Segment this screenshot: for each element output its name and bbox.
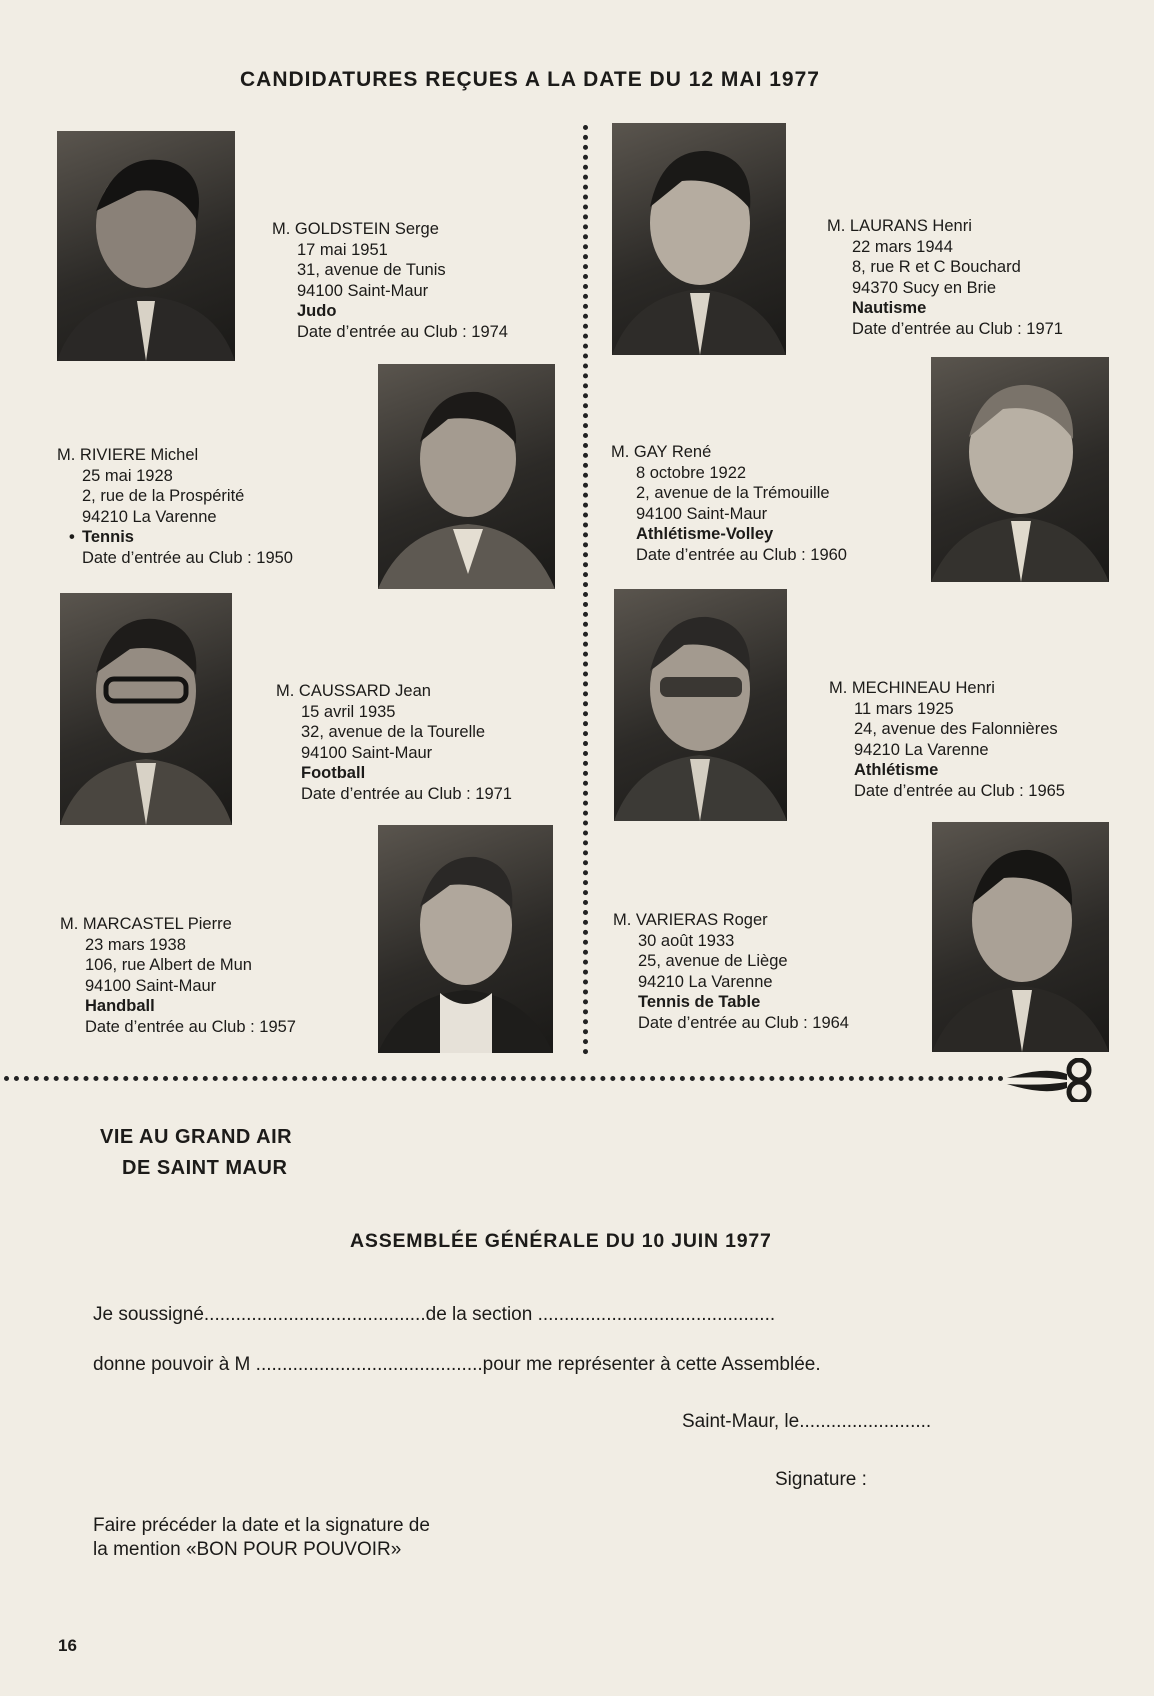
candidate-gay	[611, 442, 847, 565]
instruction-line1: Faire précéder la date et la signature de	[93, 1515, 430, 1536]
club-name-line2: DE SAINT MAUR	[122, 1157, 288, 1179]
candidate-street: 2, avenue de la Trémouille	[636, 484, 830, 502]
candidate-riviere	[57, 445, 293, 568]
candidate-city: 94100 Saint-Maur	[636, 504, 768, 523]
candidate-entry: Date d’entrée au Club : 1974	[297, 322, 508, 341]
candidate-photo-gay	[931, 357, 1109, 582]
club-name-line1: VIE AU GRAND AIR	[100, 1126, 293, 1148]
candidate-sport: • Tennis	[69, 528, 134, 546]
candidate-street: 25, avenue de Liège	[638, 952, 788, 970]
blank-name-field[interactable]: ..........................................	[203, 1304, 426, 1325]
candidate-birth: 22 mars 1944	[852, 237, 953, 256]
candidate-city: 94210 La Varenne	[854, 740, 989, 759]
candidate-street: 32, avenue de la Tourelle	[301, 723, 486, 741]
candidate-birth: 17 mai 1951	[297, 240, 388, 259]
candidate-city: 94100 Saint-Maur	[301, 743, 433, 762]
candidate-name: M. MARCASTEL Pierre	[60, 915, 232, 933]
blank-date-field[interactable]: .........................	[799, 1411, 932, 1432]
candidate-sport: Athlétisme-Volley	[636, 525, 774, 543]
candidate-photo-caussard	[60, 593, 232, 825]
candidate-name: M. GAY René	[611, 443, 712, 461]
form-line-pouvoir	[93, 1354, 821, 1376]
candidate-street: 31, avenue de Tunis	[297, 261, 446, 279]
cut-line-divider	[4, 1076, 1004, 1081]
candidate-sport: Athlétisme	[854, 761, 939, 779]
candidate-photo-goldstein	[57, 131, 235, 361]
page-number: 16	[58, 1636, 77, 1655]
label-pouvoir: donne pouvoir à M	[93, 1354, 251, 1375]
form-line-soussigne	[93, 1304, 775, 1326]
candidate-city: 94210 La Varenne	[82, 507, 217, 526]
assembly-title: ASSEMBLÉE GÉNÉRALE DU 10 JUIN 1977	[350, 1230, 772, 1252]
candidate-name: M. RIVIERE Michel	[57, 446, 199, 464]
instruction-line2: la mention «BON POUR POUVOIR»	[93, 1539, 402, 1560]
candidate-city: 94370 Sucy en Brie	[852, 278, 997, 297]
candidate-birth: 23 mars 1938	[85, 935, 186, 954]
page-title: CANDIDATURES REÇUES A LA DATE DU 12 MAI 1977	[240, 68, 820, 91]
candidate-photo-marcastel	[378, 825, 553, 1053]
bullet-icon: •	[69, 528, 75, 546]
candidate-birth: 11 mars 1925	[854, 699, 954, 718]
candidate-birth: 8 octobre 1922	[636, 463, 747, 482]
candidate-entry: Date d’entrée au Club : 1950	[82, 548, 293, 567]
label-soussigne: Je soussigné	[93, 1304, 204, 1325]
candidate-birth: 25 mai 1928	[82, 466, 173, 485]
candidate-entry: Date d’entrée au Club : 1965	[854, 781, 1065, 800]
candidate-entry: Date d’entrée au Club : 1957	[85, 1017, 296, 1036]
candidate-caussard	[276, 681, 512, 804]
blank-proxy-field[interactable]: ...........................................	[250, 1354, 483, 1375]
blank-section-field[interactable]: .............................................	[532, 1304, 776, 1325]
candidate-photo-mechineau	[614, 589, 787, 821]
form-line-date	[682, 1411, 931, 1433]
candidate-street: 24, avenue des Falonnières	[854, 720, 1058, 738]
candidate-street: 2, rue de la Prospérité	[82, 487, 245, 505]
scissors-icon	[1005, 1058, 1097, 1102]
candidate-sport: Tennis de Table	[638, 993, 761, 1011]
candidate-city: 94100 Saint-Maur	[85, 976, 217, 995]
candidate-varieras	[613, 910, 849, 1033]
candidate-city: 94100 Saint-Maur	[297, 281, 429, 300]
candidate-sport: Nautisme	[852, 299, 927, 317]
candidate-entry: Date d’entrée au Club : 1960	[636, 545, 847, 564]
instruction-text	[93, 1514, 430, 1562]
candidate-sport: Handball	[85, 997, 155, 1015]
candidate-name: M. LAURANS Henri	[827, 217, 972, 235]
candidate-photo-laurans	[612, 123, 786, 355]
candidate-goldstein	[272, 219, 508, 342]
signature-label: Signature :	[775, 1469, 867, 1490]
candidate-name: M. MECHINEAU Henri	[829, 679, 995, 697]
candidate-sport: Judo	[297, 302, 337, 320]
candidate-laurans	[827, 216, 1063, 339]
label-section: de la section	[425, 1304, 533, 1325]
candidate-birth: 15 avril 1935	[301, 702, 396, 721]
label-place-date: Saint-Maur, le	[682, 1411, 800, 1432]
candidate-entry: Date d’entrée au Club : 1971	[852, 319, 1063, 338]
candidate-birth: 30 août 1933	[638, 931, 735, 950]
vertical-dotted-divider	[583, 125, 588, 1055]
candidate-name: M. GOLDSTEIN Serge	[272, 220, 439, 238]
candidate-sport: Football	[301, 764, 366, 782]
label-representer: pour me représenter à cette Assemblée.	[482, 1354, 821, 1375]
club-name	[100, 1122, 292, 1184]
candidate-mechineau	[829, 678, 1065, 801]
candidate-city: 94210 La Varenne	[638, 972, 773, 991]
candidate-street: 106, rue Albert de Mun	[85, 956, 252, 974]
candidate-entry: Date d’entrée au Club : 1964	[638, 1013, 849, 1032]
candidate-photo-riviere	[378, 364, 555, 589]
candidate-name: M. VARIERAS Roger	[613, 911, 768, 929]
candidate-name: M. CAUSSARD Jean	[276, 682, 431, 700]
candidate-marcastel	[60, 914, 296, 1037]
candidate-street: 8, rue R et C Bouchard	[852, 258, 1021, 276]
candidate-entry: Date d’entrée au Club : 1971	[301, 784, 512, 803]
candidate-photo-varieras	[932, 822, 1109, 1052]
